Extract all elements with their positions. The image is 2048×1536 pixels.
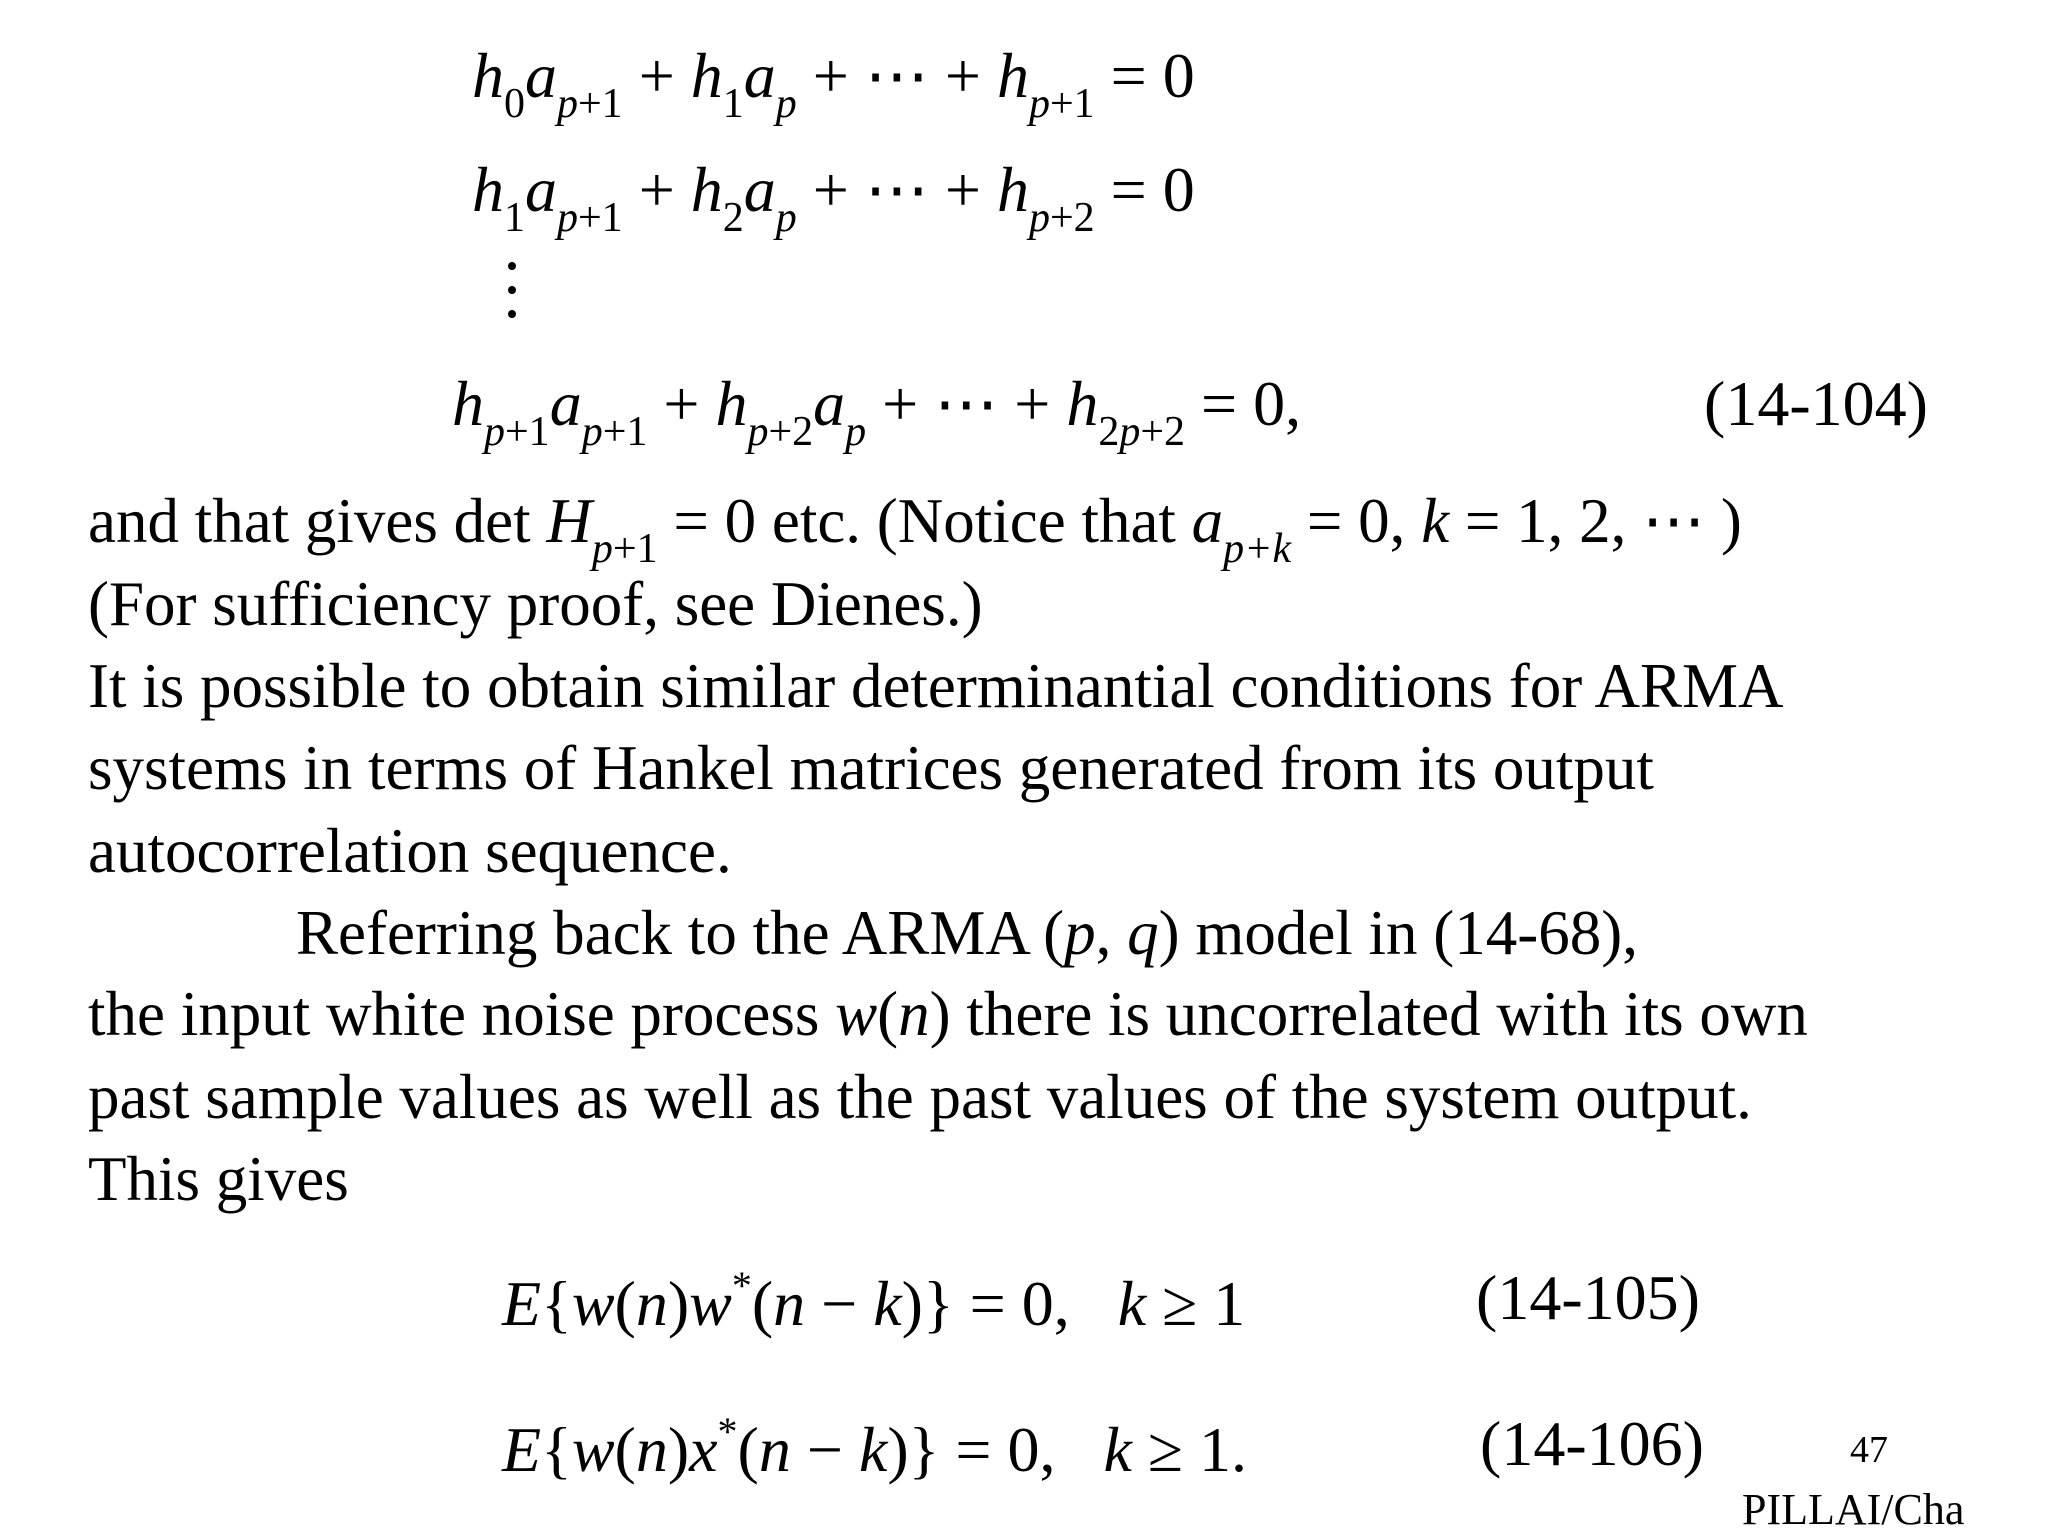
equation-row-2: $h_1a_{p+1} + h_2a_p$ + ⋯ + $h_{p+2} = 0$	[472, 154, 1195, 241]
equation-label-14-105: (14-105)	[1476, 1262, 1700, 1333]
page-number: 47	[1850, 1429, 1888, 1471]
footer-author: PILLAI/Cha	[1742, 1485, 1965, 1534]
eq-row2-rhs: = 0	[1110, 154, 1195, 225]
text-line-2: (For sufficiency proof, see Dienes.)	[88, 569, 983, 639]
equation-row-1: $h_0a_{p+1} + h_1a_p$ + ⋯ + $h_{p+1} = 0$	[472, 40, 1195, 127]
text-line-7: the input white noise process w(n) there is uncorrelated with its own	[88, 979, 1808, 1049]
equation-14-105: E{w(n)w*(n − k)} = 0, k ≥ 1	[502, 1263, 1246, 1339]
text-line-5: autocorrelation sequence.	[88, 816, 732, 886]
equation-row-3: $h_{p+1}a_{p+1} + h_{p+2}a_p$ + ⋯ + $h_{2p+2} = 0$,	[452, 368, 1302, 455]
text-line-1: and that gives $\det H_{p+1} = 0$ etc. (Notice that $a_{p+k} = 0$, k = 1, 2, ⋯ )	[88, 486, 1742, 572]
text-line-8: past sample values as well as the past values of the system output.	[88, 1062, 1752, 1132]
equation-14-106: E{w(n)x*(n − k)} = 0, k ≥ 1.	[502, 1409, 1247, 1485]
text-line-3: It is possible to obtain similar determinantial conditions for ARMA	[88, 651, 1784, 721]
vertical-ellipsis	[508, 262, 522, 334]
equation-label-14-104: (14-104)	[1704, 368, 1928, 439]
eq-row3-rhs: = 0,	[1201, 368, 1302, 439]
text-line-9: This gives	[88, 1144, 349, 1214]
eq-row1-rhs: = 0	[1110, 40, 1195, 111]
text-line-4: systems in terms of Hankel matrices generated from its output	[88, 733, 1654, 803]
text-line-6: Referring back to the ARMA (p, q) model in (14-68),	[296, 898, 1638, 968]
equation-label-14-106: (14-106)	[1480, 1408, 1704, 1479]
